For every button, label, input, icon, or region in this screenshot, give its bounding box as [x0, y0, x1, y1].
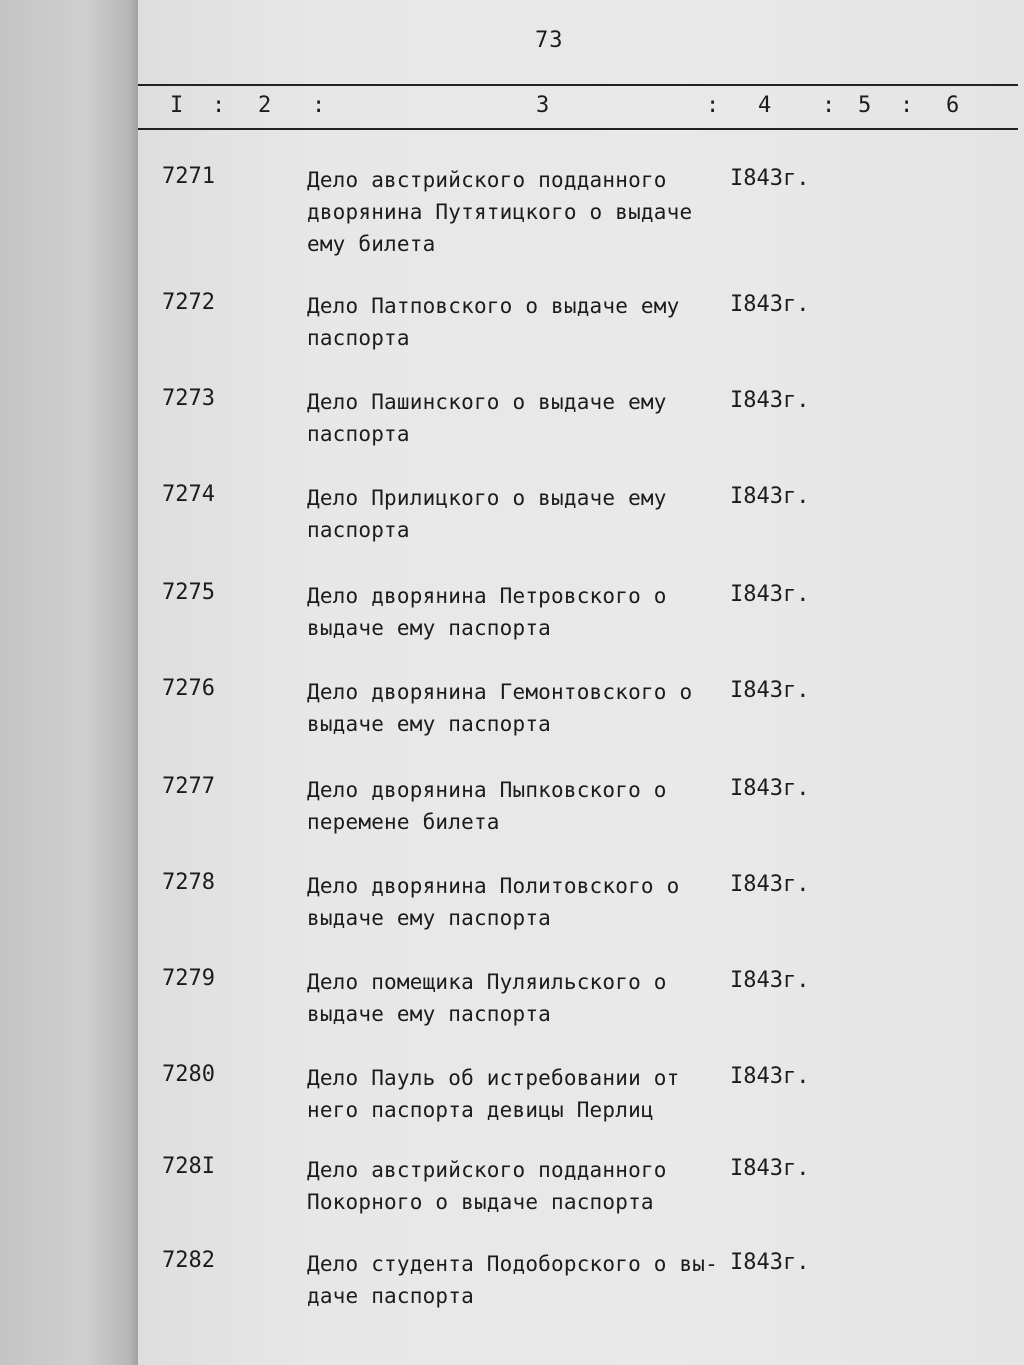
record-date: I843г. [730, 166, 810, 191]
column-separator: : [212, 93, 226, 118]
record-date: I843г. [730, 388, 810, 413]
record-description: Дело дворянина Гемонтовского о выдаче ему паспорта [307, 680, 693, 736]
column-header-5: 5 [858, 93, 872, 118]
record-description: Дело дворянина Политовского о выдаче ему паспорта [307, 874, 680, 930]
page-number: 73 [535, 28, 564, 53]
record-date: I843г. [730, 678, 810, 703]
record-date: I843г. [730, 968, 810, 993]
record-description: Дело Прилицкого о выдаче ему паспорта [307, 486, 667, 542]
record-description: Дело австрийского подданного дворянина Путятицкого о выдаче ему билета [307, 168, 693, 256]
record-date: I843г. [730, 582, 810, 607]
header-rule-bottom [138, 128, 1018, 130]
header-rule-top [138, 84, 1018, 86]
column-separator: : [706, 93, 720, 118]
record-number: 7279 [162, 966, 215, 991]
record-date: I843г. [730, 1064, 810, 1089]
record-date: I843г. [730, 1156, 810, 1181]
record-date: I843г. [730, 1250, 810, 1275]
column-separator: : [900, 93, 914, 118]
record-description: Дело дворянина Петровского о выдаче ему паспорта [307, 584, 667, 640]
record-date: I843г. [730, 292, 810, 317]
record-description: Дело студента Подоборского о вы- даче паспорта [307, 1252, 718, 1308]
record-description: Дело австрийского подданного Покорного о выдаче паспорта [307, 1158, 667, 1214]
record-number: 7274 [162, 482, 215, 507]
facing-page [0, 0, 140, 1365]
record-date: I843г. [730, 872, 810, 897]
record-date: I843г. [730, 484, 810, 509]
record-description: Дело Патповского о выдаче ему паспорта [307, 294, 680, 350]
record-description: Дело помещика Пуляильского о выдаче ему паспорта [307, 970, 667, 1026]
record-number: 7271 [162, 164, 215, 189]
column-header-6: 6 [946, 93, 960, 118]
column-separator: : [312, 93, 326, 118]
record-description: Дело Пашинского о выдаче ему паспорта [307, 390, 667, 446]
column-header-2: 2 [258, 93, 272, 118]
column-separator: : [822, 93, 836, 118]
record-number: 728I [162, 1154, 215, 1179]
record-number: 7275 [162, 580, 215, 605]
record-number: 7276 [162, 676, 215, 701]
column-header-4: 4 [758, 93, 772, 118]
record-number: 7282 [162, 1248, 215, 1273]
record-description: Дело дворянина Пыпковского о перемене билета [307, 778, 667, 834]
column-header-3: 3 [536, 93, 550, 118]
record-date: I843г. [730, 776, 810, 801]
record-description: Дело Пауль об истребовании от него паспорта девицы Перлиц [307, 1066, 680, 1122]
record-number: 7273 [162, 386, 215, 411]
record-number: 7278 [162, 870, 215, 895]
record-number: 7277 [162, 774, 215, 799]
column-header-1: I [170, 93, 184, 118]
record-number: 7280 [162, 1062, 215, 1087]
record-number: 7272 [162, 290, 215, 315]
